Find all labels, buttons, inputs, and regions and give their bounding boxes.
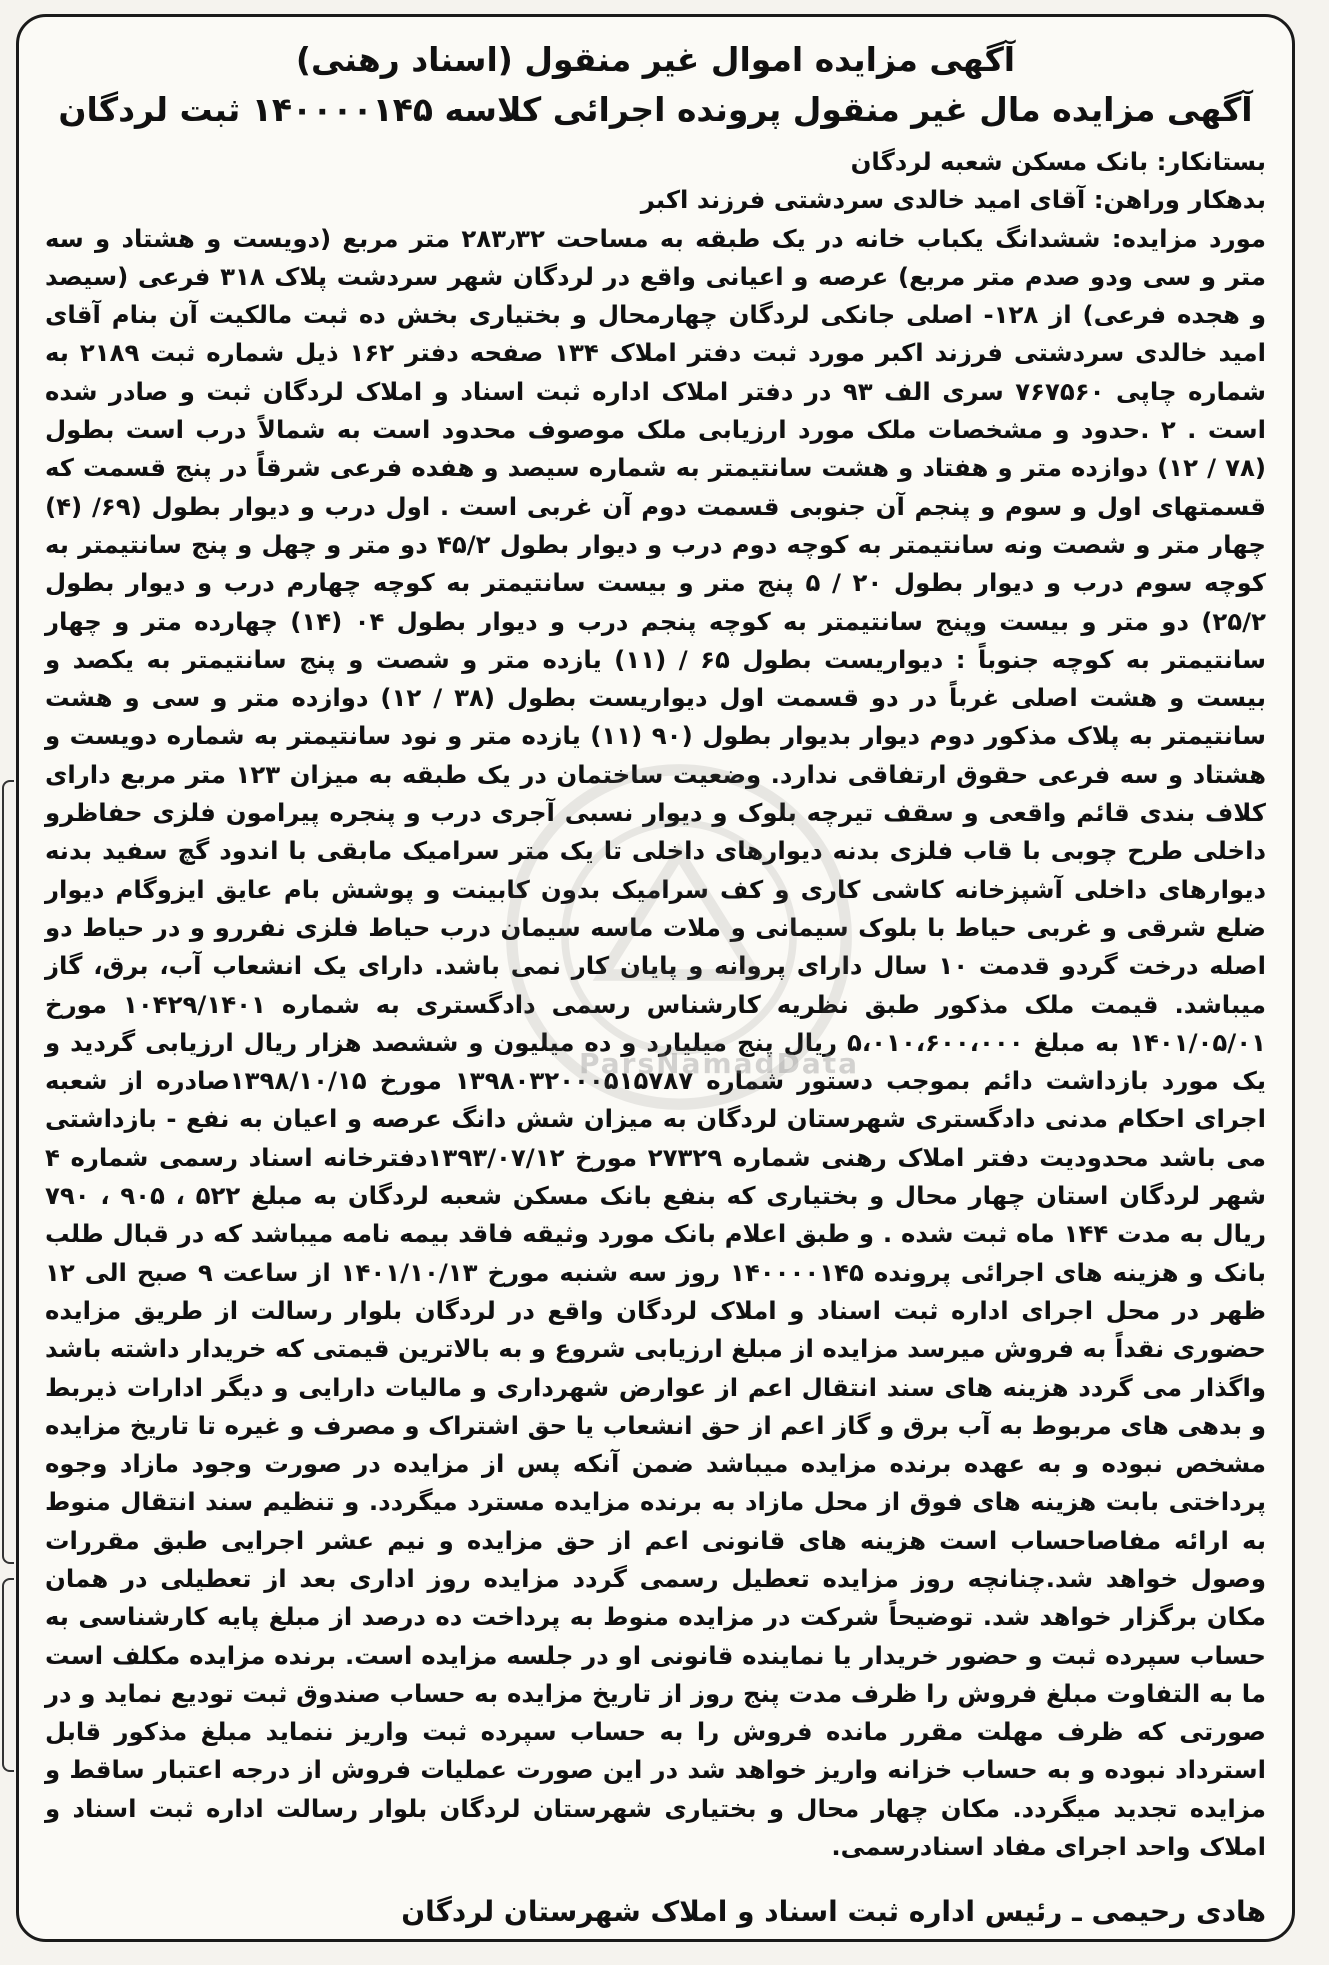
- notice-title: آگهی مزایده اموال غیر منقول (اسناد رهنی): [295, 40, 1016, 79]
- watermark-text: ParsNamadData: [579, 1047, 859, 1080]
- debtor-label: بدهکار وراهن:: [1093, 185, 1266, 215]
- margin-bracket-bottom: [2, 1578, 14, 1772]
- signature-line: هادی رحیمی ـ رئیس اداره ثبت اسناد و املاک شهرستان لردگان: [401, 1895, 1266, 1929]
- creditor-label: بستانکار:: [1156, 147, 1266, 176]
- margin-bracket-top: [2, 780, 14, 1564]
- notice-subtitle: آگهی مزایده مال غیر منقول پرونده اجرائی کلاسه ۱۴۰۰۰۰۱۴۵ ثبت لردگان: [58, 90, 1253, 129]
- notice-content: [19, 17, 1292, 1932]
- subject-text: ششدانگ یکباب خانه در یک طبقه به مساحت ۲۸۳٫۳۲ متر مربع (دویست و هشتاد و سه متر و سی ودو صدم متر مربع) عرصه و اعیانی واقع در لردگان شهر سردشت پلاک ۳۱۸ فرعی (سیصد و هجده فرعی) از ۱۲۸- اصلی جانکی لردگان چهارمحال و بختیاری بخش ده ثبت مالکیت آن بنام آقای امید خالدی سردشتی فرزند اکبر مورد ثبت دفتر املاک ۱۳۴ صفحه دفتر ۱۶۲ ذیل شماره ثبت ۲۱۸۹ به شماره چاپی ۷۶۷۵۶۰ سری الف ۹۳ در دفتر املاک اداره ثبت اسناد و املاک لردگان ثبت و صادر شده است . ۲ .حدود و مشخصات ملک مورد ارزیابی ملک موصوف محدود است به شمالاً درب است بطول (۷۸ / ۱۲) دوازده متر و هفتاد و هشت سانتیمتر به شماره سیصد و هفده فرعی شرقاً در پنج قسمت که قسمتهای اول و سوم و پنجم آن جنوبی قسمت دوم آن غربی است . اول درب و دیوار بطول (۶۹/ (۴) چهار متر و شصت ونه سانتیمتر به کوچه دوم درب و دیوار بطول ۴۵/۲ دو متر و چهل و پنج سانتیمتر به کوچه سوم درب و دیوار بطول ۲۰ / ۵ پنج متر و بیست سانتیمتر به کوچه چهارم درب و دیوار بطول ۲۵/۲) دو متر و بیست وپنج سانتیمتر به کوچه پنجم درب و دیوار بطول ۰۴ (۱۴) چهارده متر و چهار سانتیمتر به کوچه جنوباً : دیواریست بطول ۶۵ / (۱۱) یازده متر و شصت و پنج سانتیمتر به یکصد و بیست و هشت اصلی غرباً در دو قسمت اول دیواریست بطول (۳۸ / ۱۲) دوازده متر و سی و هشت سانتیمتر به پلاک مذکور دوم دیوار بدیوار بطول (۹۰ (۱۱) یازده متر و نود سانتیمتر به شماره دویست و هشتاد و سه فرعی حقوق ارتفاقی ندارد. وضعیت ساختمان در یک طبقه به میزان ۱۲۳ متر مربع دارای کلاف بندی قائم واقعی و سقف تیرچه بلوک و دیوار نسبی آجری درب و پنجره پیرامون فلزی حفاظرو داخلی طرح چوبی با قاب فلزی بدنه دیوارهای داخلی تا یک متر سرامیک مابقی با اندود گچ سفید بدنه دیوارهای داخلی آشپزخانه کاشی کاری و کف سرامیک بدون کابینت و پوشش بام عایق ایزوگام دیوار ضلع شرقی و غربی حیاط با بلوک سیمانی و ملات ماسه سیمان درب حیاط فلزی نفررو و در حیاط دو اصله درخت گردو قدمت ۱۰ سال دارای پروانه و پایان کار نمی باشد. دارای یک انشعاب آب، برق، گاز میباشد. قیمت ملک مذکور طبق نظریه کارشناس رسمی دادگستری به شماره ۱۰۴۲۹/۱۴۰۱ مورخ ۱۴۰۱/۰۵/۰۱ به مبلغ ۵،۰۱۰،۶۰۰،۰۰۰ ریال پنج میلیارد و ده میلیون و ششصد هزار ریال ارزیابی گردید و یک مورد بازداشت دائم بموجب دستور شماره ۱۳۹۸۰۳۲۰۰۰۵۱۵۷۸۷ مورخ ۱۳۹۸/۱۰/۱۵صادره از شعبه اجرای احکام مدنی دادگستری شهرستان لردگان به میزان شش دانگ عرصه و اعیان به نفع - بازداشتی می باشد محدودیت دفتر املاک رهنی شماره ۲۷۳۲۹ مورخ ۱۳۹۳/۰۷/۱۲دفترخانه اسناد رسمی شماره ۴ شهر لردگان استان چهار محال و بختیاری که بنفع بانک مسکن شعبه لردگان به مبلغ ۵۲۲ ، ۹۰۵ ، ۷۹۰ ریال به مدت ۱۴۴ ماه ثبت شده . و طبق اعلام بانک مورد وثیقه فاقد بیمه نامه میباشد که در قبال طلب بانک و هزینه های اجرائی پرونده ۱۴۰۰۰۰۱۴۵ روز سه شنبه مورخ ۱۴۰۱/۱۰/۱۳ از ساعت ۹ صبح الی ۱۲ ظهر در محل اجرای اداره ثبت اسناد و املاک لردگان واقع در لردگان بلوار رسالت از طریق مزایده حضوری نقداً به فروش میرسد مزایده از مبلغ ارزیابی شروع و به بالاترین قیمتی که خریدار داشته باشد واگذار می گردد هزینه های سند انتقال اعم از عوارض شهرداری و مالیات دارایی و دیگر ادارات ذیربط و بدهی های مربوط به آب برق و گاز اعم از حق انشعاب یا حق اشتراک و مصرف و غیره تا تاریخ مزایده مشخص نبوده و به عهده برنده مزایده میباشد ضمن آنکه پس از مزایده در صورت وجود مازاد وجوه پرداختی بابت هزینه های فوق از محل مازاد به برنده مزایده مسترد میگردد. و تنظیم سند انتقال منوط به ارائه مفاصاحساب است هزینه های قانونی اعم از حق مزایده و نیم عشر اجرایی طبق مقررات وصول خواهد شد.چنانچه روز مزایده تعطیل رسمی گردد مزایده روز اداری بعد از تعطیلی در همان مکان برگزار خواهد شد. توضیحاً شرکت در مزایده منوط به پرداخت ده درصد از مبلغ پایه کارشناسی به حساب سپرده ثبت و حضور خریدار یا نماینده قانونی او در جلسه مزایده است. برنده مزایده مکلف است ما به التفاوت مبلغ فروش را ظرف مدت پنج روز از تاریخ مزایده به حساب صندوق ثبت تودیع نماید و در صورتی که ظرف مهلت مقرر مانده فروش را به حساب سپرده ثبت واریز ننماید مبلغ مذکور قابل استرداد نبوده و به حساب خزانه واریز خواهد شد در این صورت عملیات فروش از درجه اعتبار ساقط و مزایده تجدید میگردد. مکان چهار محال و بختیاری شهرستان لردگان بلوار رسالت اداره ثبت اسناد و املاک واحد اجرای مفاد اسنادرسمی.: [45, 223, 1267, 1862]
- notice-frame: [16, 14, 1295, 1942]
- subject-label: مورد مزایده:: [1111, 223, 1267, 253]
- debtor-value: آقای امید خالدی سردشتی فرزند اکبر: [640, 185, 1086, 215]
- debtor-row: [45, 181, 1266, 219]
- creditor-value: بانک مسکن شعبه لردگان: [850, 147, 1149, 176]
- notice-body: [45, 220, 1266, 1867]
- creditor-row: [45, 143, 1266, 181]
